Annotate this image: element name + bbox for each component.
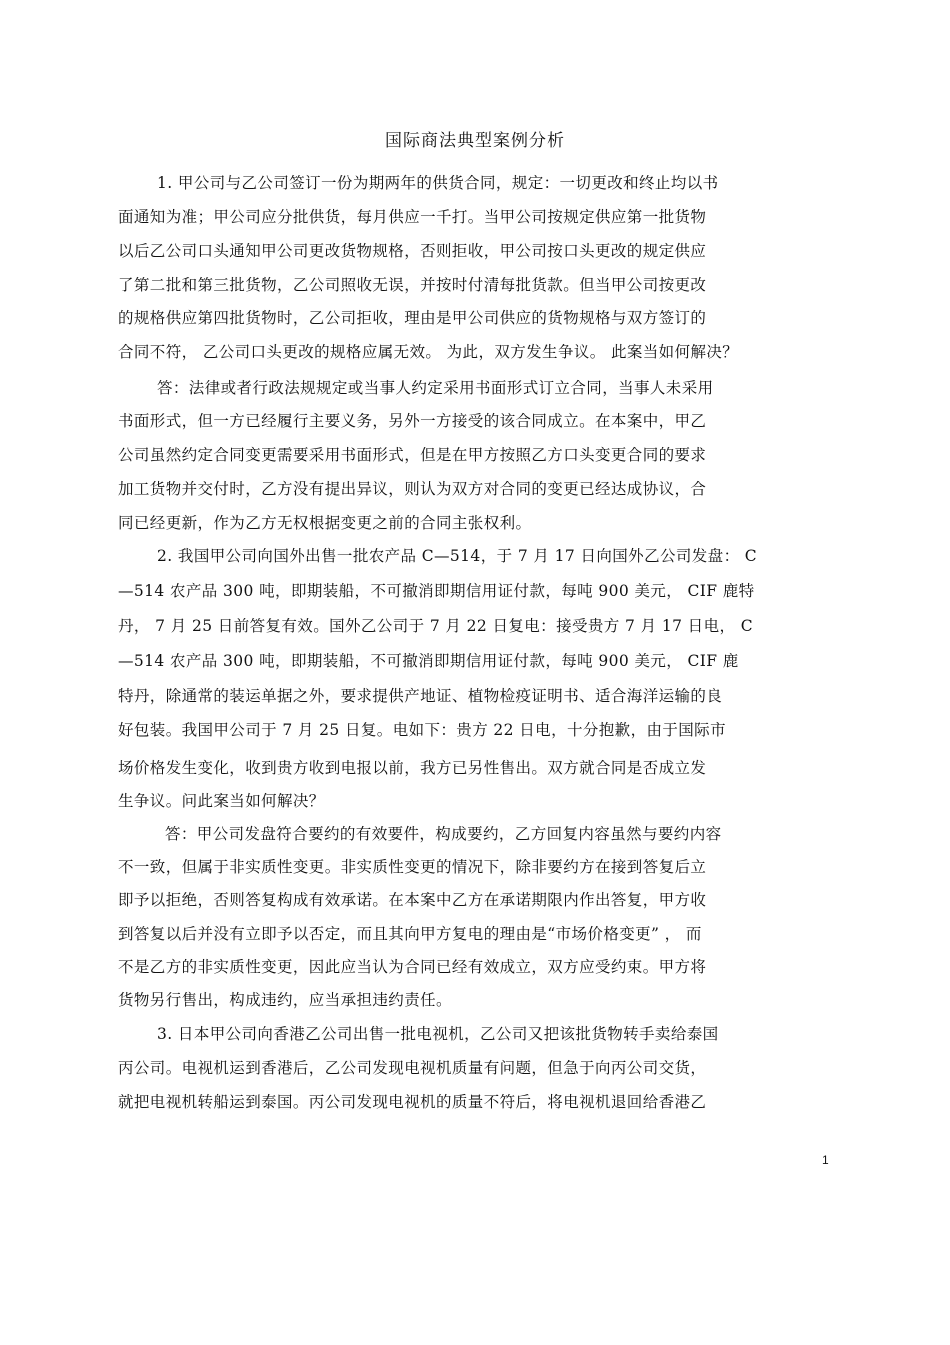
text-line: 加工货物并交付时，乙方没有提出异议，则认为双方对合同的变更已经达成协议，合 (118, 480, 707, 498)
text-line: 答：甲公司发盘符合要约的有效要件，构成要约，乙方回复内容虽然与要约内容 (165, 825, 722, 843)
text-line: 答：法律或者行政法规规定或当事人约定采用书面形式订立合同，当事人未采用 (157, 379, 714, 397)
text-line: 丹， 7 月 25 日前答复有效。国外乙公司于 7 月 22 日复电：接受贵方 7 月 17 日电， C (118, 617, 753, 635)
text-line: 即予以拒绝，否则答复构成有效承诺。在本案中乙方在承诺期限内作出答复，甲方收 (118, 891, 707, 909)
text-line: 3. 日本甲公司向香港乙公司出售一批电视机，乙公司又把该批货物转手卖给泰国 (157, 1025, 719, 1043)
text-line: 1. 甲公司与乙公司签订一份为期两年的供货合同，规定：一切更改和终止均以书 (157, 174, 719, 192)
text-line: 丙公司。电视机运到香港后，乙公司发现电视机质量有问题，但急于向丙公司交货， (118, 1059, 707, 1077)
text-line: 公司虽然约定合同变更需要采用书面形式，但是在甲方按照乙方口头变更合同的要求 (118, 446, 707, 464)
text-line: 好包装。我国甲公司于 7 月 25 日复。电如下：贵方 22 日电，十分抱歉，由于国际市 (118, 721, 726, 739)
text-line: 不一致，但属于非实质性变更。非实质性变更的情况下，除非要约方在接到答复后立 (118, 858, 707, 876)
text-line: 2. 我国甲公司向国外出售一批农产品 C—514，于 7 月 17 日向国外乙公司发盘： C (157, 547, 758, 565)
text-line: 书面形式，但一方已经履行主要义务，另外一方接受的该合同成立。在本案中，甲乙 (118, 412, 707, 430)
text-line: 同已经更新，作为乙方无权根据变更之前的合同主张权利。 (118, 514, 532, 532)
text-line: —514 农产品 300 吨，即期装船，不可撤消即期信用证付款，每吨 900 美元， CIF 鹿 (118, 652, 739, 670)
text-line: 货物另行售出，构成违约，应当承担违约责任。 (118, 991, 452, 1009)
text-line: 合同不符， 乙公司口头更改的规格应属无效。 为此，双方发生争议。 此案当如何解决？ (118, 343, 739, 361)
text-line: —514 农产品 300 吨，即期装船，不可撤消即期信用证付款，每吨 900 美元， CIF 鹿特 (118, 582, 755, 600)
text-line: 就把电视机转船运到泰国。丙公司发现电视机的质量不符后，将电视机退回给香港乙 (118, 1093, 707, 1111)
text-line: 生争议。问此案当如何解决？ (118, 792, 325, 810)
document-title: 国际商法典型案例分析 (385, 131, 565, 151)
text-line: 面通知为准；甲公司应分批供货，每月供应一千打。当甲公司按规定供应第一批货物 (118, 208, 707, 226)
text-line: 场价格发生变化，收到贵方收到电报以前，我方已另性售出。双方就合同是否成立发 (118, 759, 707, 777)
text-line: 了第二批和第三批货物，乙公司照收无误，并按时付清每批货款。但当甲公司按更改 (118, 276, 707, 294)
text-line: 以后乙公司口头通知甲公司更改货物规格，否则拒收，甲公司按口头更改的规定供应 (118, 242, 707, 260)
text-line: 不是乙方的非实质性变更，因此应当认为合同已经有效成立，双方应受约束。甲方将 (118, 958, 707, 976)
text-line: 特丹，除通常的装运单据之外，要求提供产地证、植物检疫证明书、适合海洋运输的良 (118, 687, 723, 705)
page-number: 1 (822, 1153, 829, 1167)
text-line: 到答复以后并没有立即予以否定，而且其向甲方复电的理由是“市场价格变更” ， 而 (118, 925, 702, 943)
text-line: 的规格供应第四批货物时，乙公司拒收，理由是甲公司供应的货物规格与双方签订的 (118, 309, 707, 327)
